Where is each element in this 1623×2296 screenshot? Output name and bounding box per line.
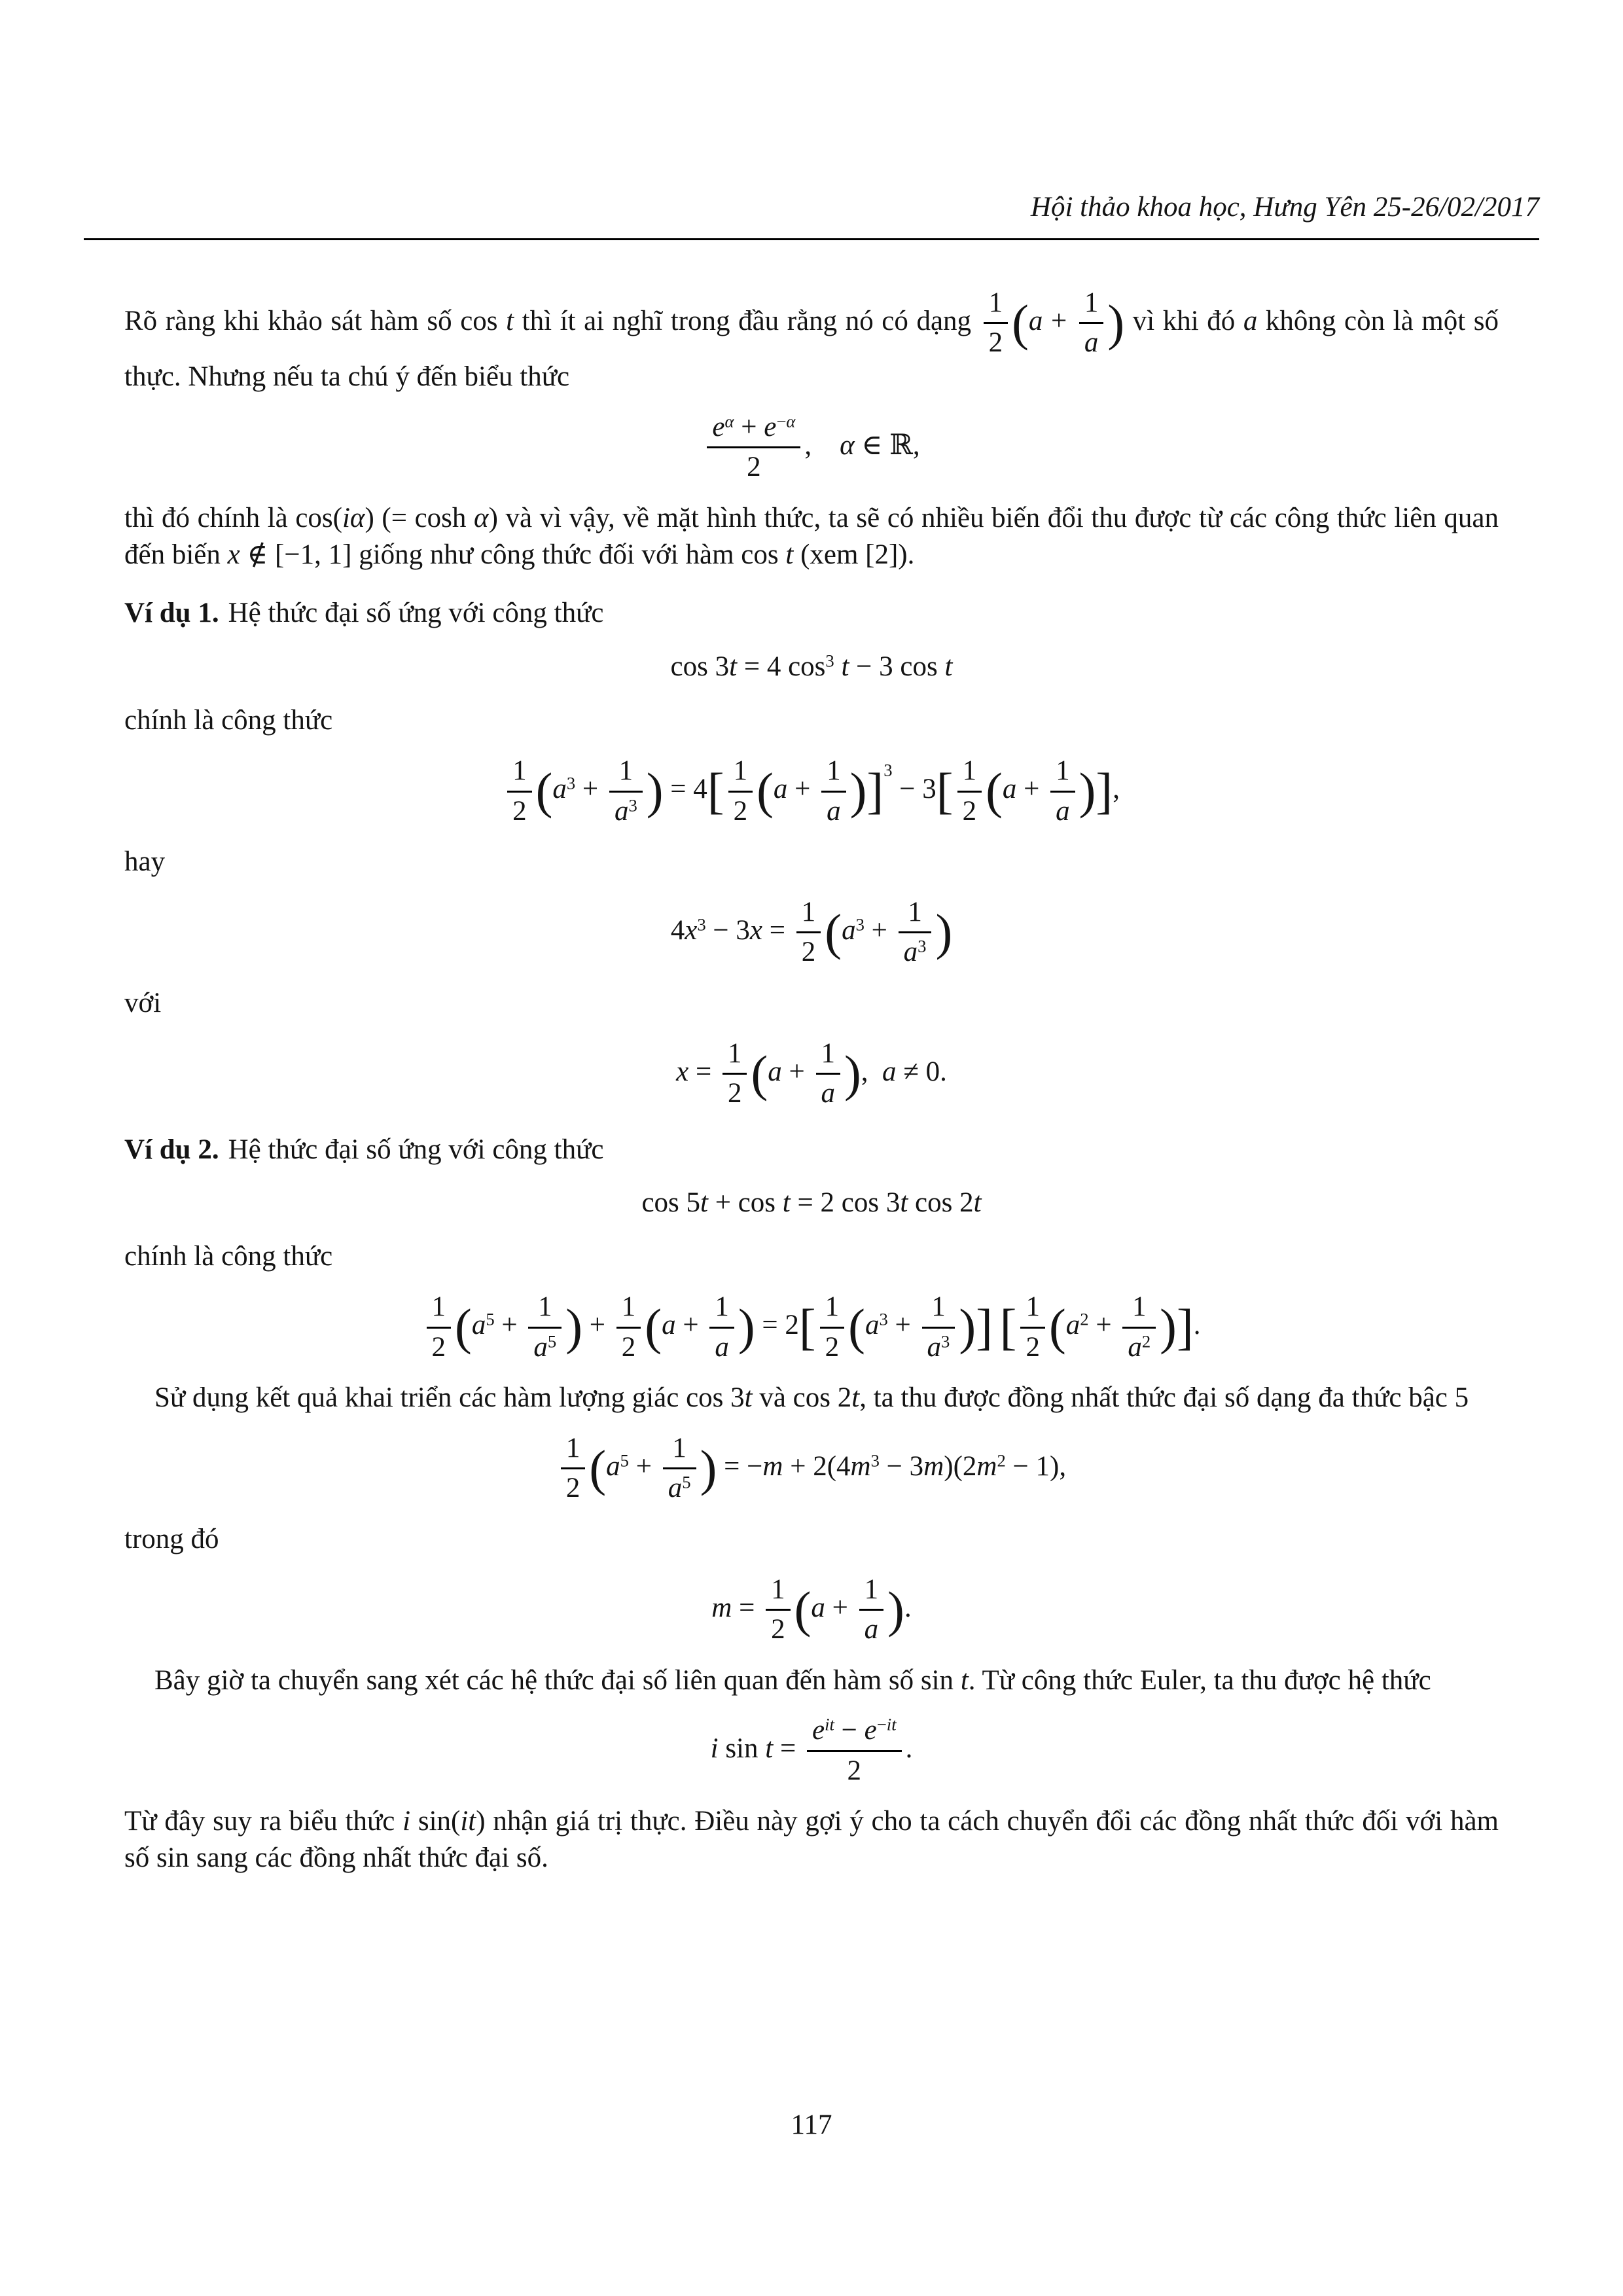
- paragraph-intro: Rõ ràng khi khảo sát hàm số cos t thì ít ai nghĩ trong đầu rằng nó có dạng $\frac{1}{2}$ (a + $\frac{1}{a}$ ) vì khi đó a không còn là một số thực. Nhưng nếu ta chú ý đến biểu thức: [124, 287, 1499, 392]
- formula-ex1-algebraic: $\frac{1}{2}$ ($a^3$ + $\frac{1}{a^3}$ ) = 4[ $\frac{1}{2}$ (a + $\frac{1}{a}$ )]$^3$ − 3[ $\frac{1}{2}$ (a + $\frac{1}{a}$ )],: [124, 756, 1499, 827]
- connector-ex2-1: chính là công thức: [124, 1241, 333, 1272]
- conference-header-text: Hội thảo khoa học, Hưng Yên 25-26/02/2017: [1030, 192, 1539, 223]
- formula-hyperbolic-cos: $\frac{e^\alpha + e^{-\alpha}}{2}$ , α ∈ ℝ,: [124, 412, 1499, 483]
- formula-ex1-polynomial: $4x^3 - 3x$ = $\frac{1}{2}$ ($a^3$ + $\frac{1}{a^3}$ ): [670, 896, 953, 968]
- formula-ex2-trig: cos 5t + cos t = 2 cos 3t cos 2t: [641, 1187, 982, 1219]
- example-1-label: Ví dụ 1.: [124, 598, 219, 629]
- example-1-heading: [124, 595, 1499, 632]
- connector-ex1-3: với: [124, 987, 162, 1018]
- example-2-label: Ví dụ 2.: [124, 1134, 219, 1165]
- formula-ex2-algebraic: $\frac{1}{2}$ ($a^5$ + $\frac{1}{a^5}$ ) + $\frac{1}{2}$ (a + $\frac{1}{a}$ ) = 2[ $\frac{1}{2}$ ($a^3$ + $\frac{1}{a^3}$ )] [ $\frac{1}{2}$ ($a^2$ + $\frac{1}{a^2}$ )].: [124, 1292, 1499, 1363]
- example-1-intro: Hệ thức đại số ứng với công thức: [228, 598, 604, 629]
- example-2-intro: Hệ thức đại số ứng với công thức: [228, 1134, 604, 1165]
- paragraph-cos-ia: thì đó chính là cos(iα) (= cosh α) và vì vậy, về mặt hình thức, ta sẽ có nhiều biến đổi thu được từ các công thức liên quan đến biến x ∉ [−1, 1] giống như công thức đối với hàm cos t (xem [2]).: [124, 502, 1499, 570]
- connector-ex1-2: hay: [124, 846, 166, 877]
- formula-quintic: $\frac{1}{2}$ ($a^5$ + $\frac{1}{a^5}$ ) = $-m + 2(4m^3 - 3m)(2m^2 - 1)$,: [124, 1433, 1499, 1504]
- connector-ex1-1: chính là công thức: [124, 705, 333, 736]
- example-2-heading: [124, 1132, 1499, 1168]
- formula-euler-sine: i sin t = $\frac{e^{it} - e^{-it}}{2}$ .: [710, 1715, 913, 1786]
- paragraph-sine-conclusion: Từ đây suy ra biểu thức i sin(it) nhận giá trị thực. Điều này gợi ý cho ta cách chuyển đổi các đồng nhất thức đối với hàm số sin sang các đồng nhất thức đại số.: [124, 1806, 1499, 1874]
- page-footer: [0, 2109, 1623, 2141]
- formula-m-definition: m = $\frac{1}{2}$ (a + $\frac{1}{a}$ ).: [711, 1573, 912, 1645]
- connector-where: trong đó: [124, 1523, 219, 1554]
- page-header: [84, 191, 1539, 223]
- formula-ex1-substitution: x = $\frac{1}{2}$ (a + $\frac{1}{a}$ ), a ≠ 0.: [676, 1037, 947, 1109]
- page-number: 117: [791, 2109, 832, 2140]
- formula-ex1-trig: cos 3t = 4 $\cos^3 t - 3$ cos t: [670, 651, 953, 683]
- paragraph-sine-intro: Bây giờ ta chuyển sang xét các hệ thức đại số liên quan đến hàm số sin t. Từ công thức Euler, ta thu được hệ thức: [154, 1664, 1431, 1696]
- page-body: [124, 278, 1499, 1887]
- paragraph-expansion: Sử dụng kết quả khai triển các hàm lượng giác cos 3t và cos 2t, ta thu được đồng nhất thức đại số dạng đa thức bậc 5: [154, 1382, 1469, 1414]
- header-rule: [84, 238, 1539, 240]
